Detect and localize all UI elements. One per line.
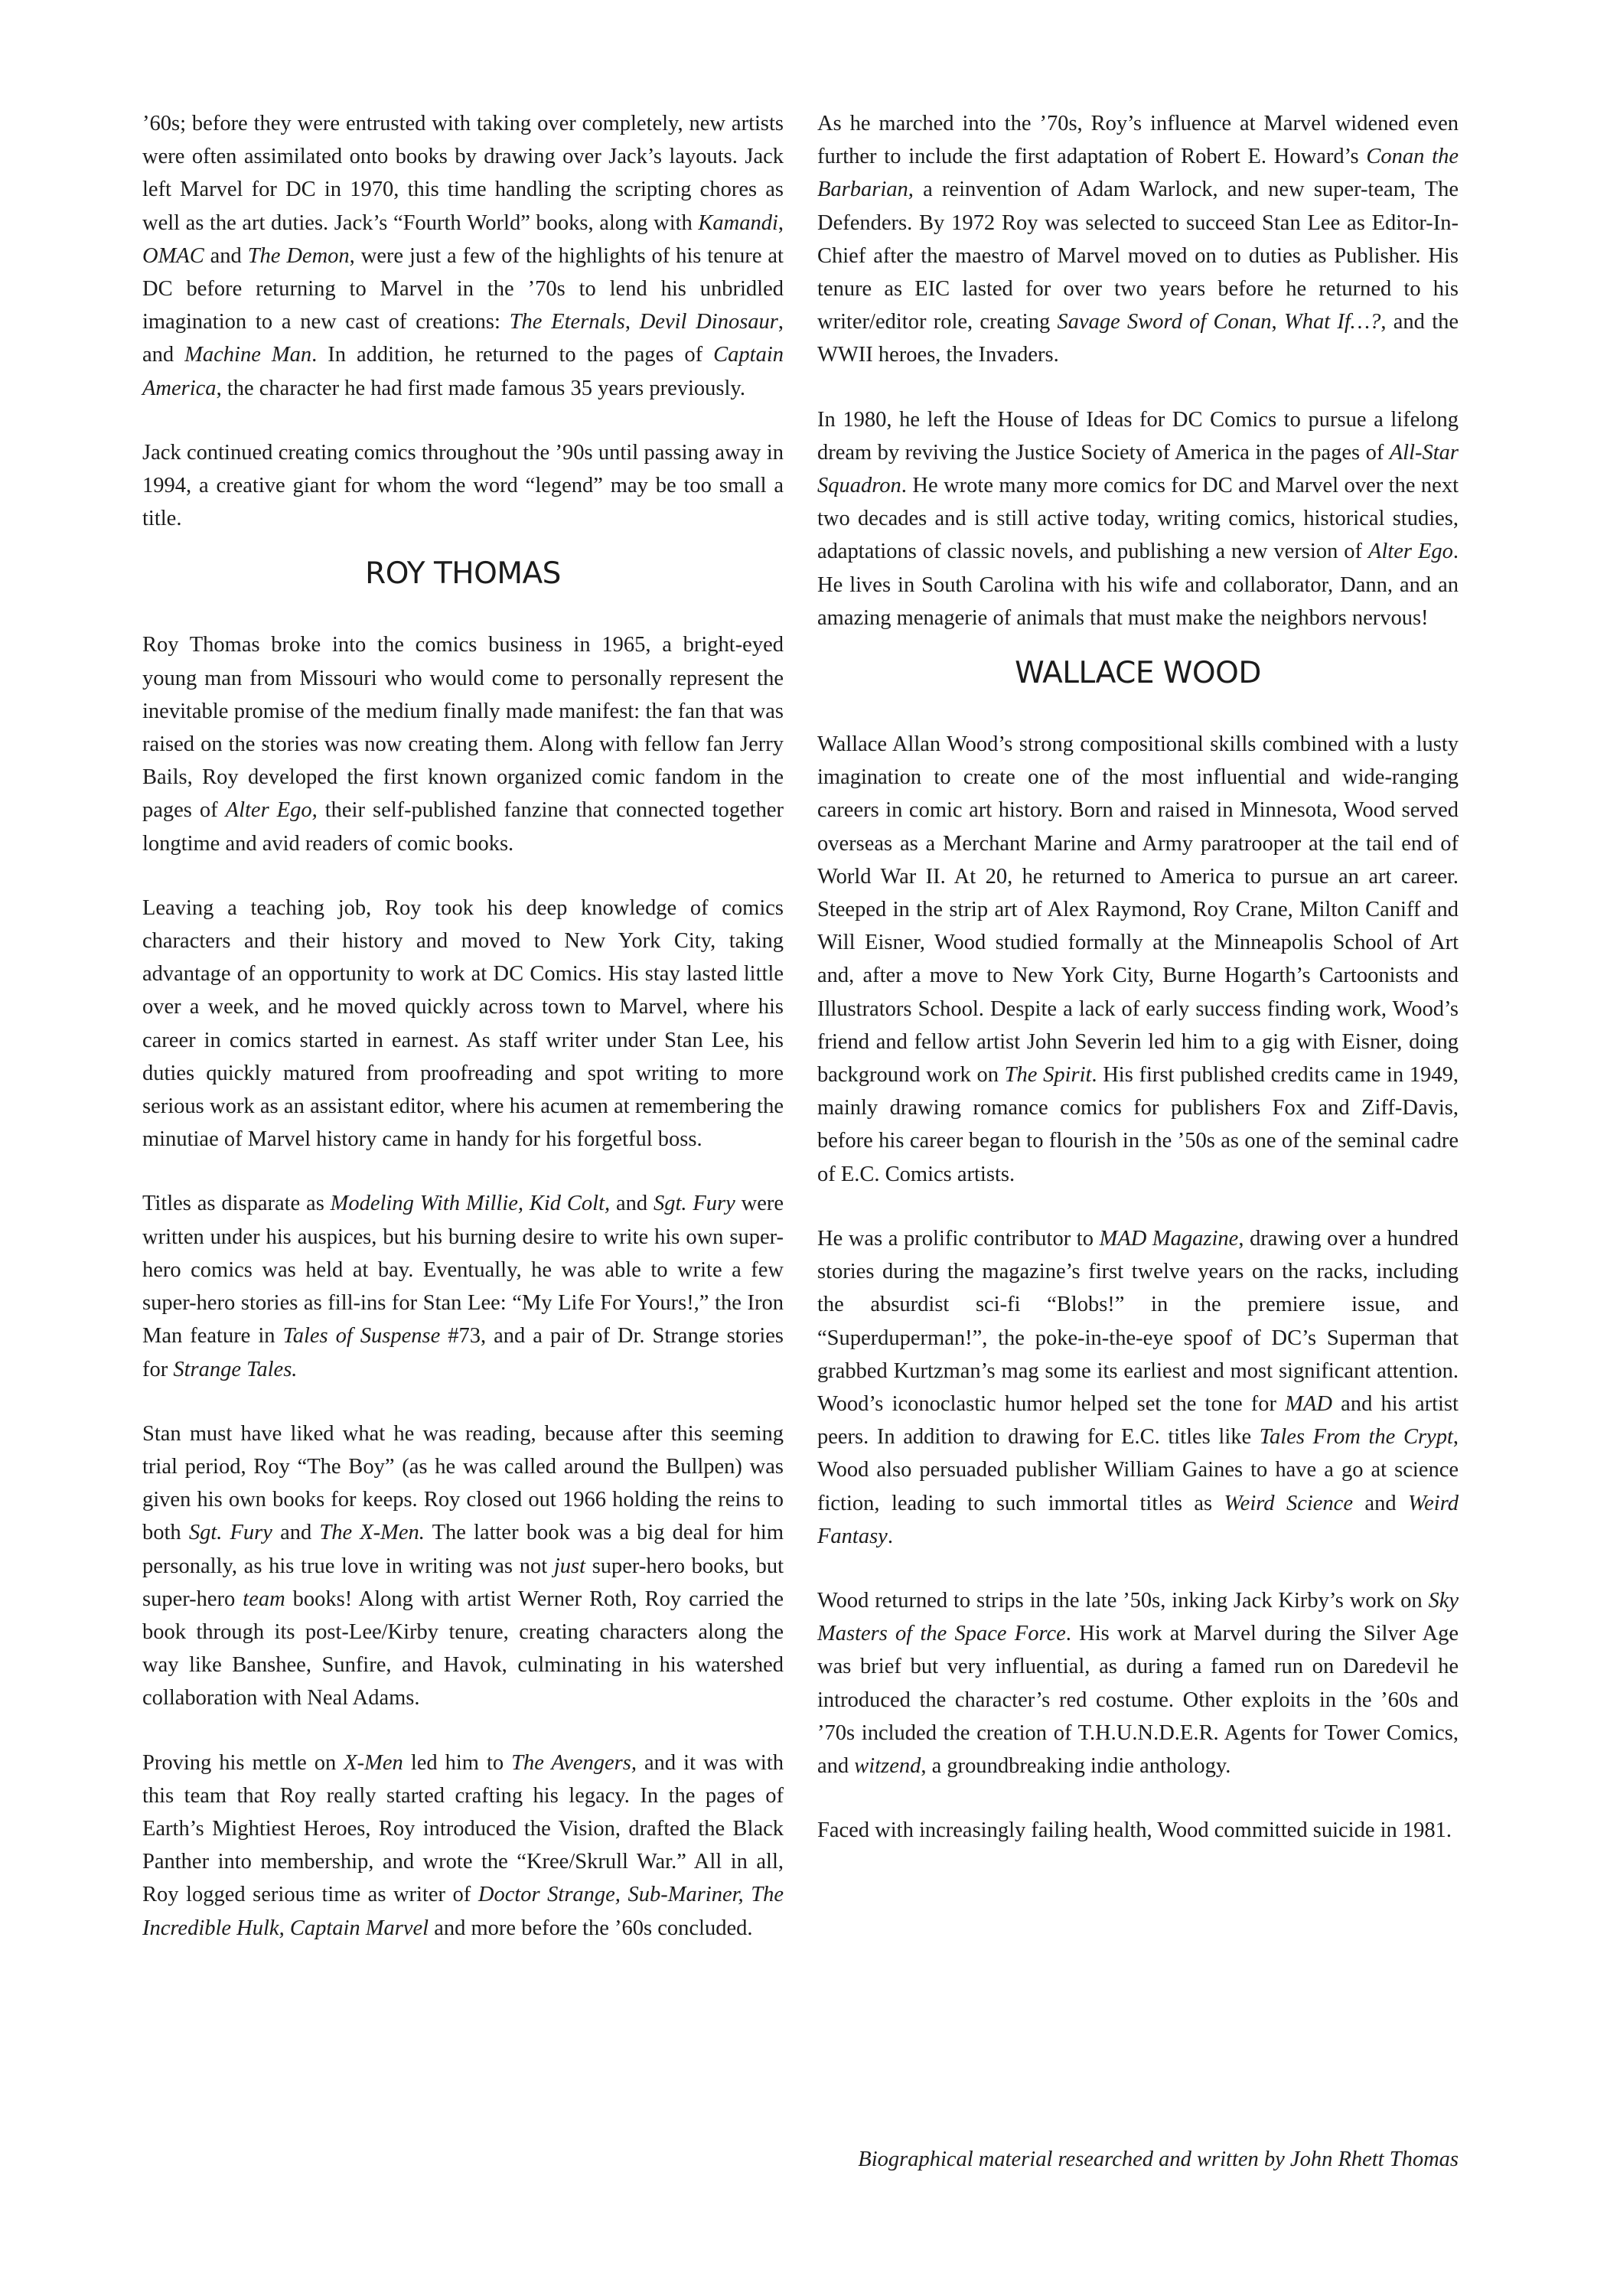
wood-paragraph-1 — [817, 728, 1459, 1191]
text-run: and more before the ’60s concluded. — [429, 1916, 753, 1940]
title-omac: OMAC — [142, 243, 204, 268]
text-run: books! Along with artist Werner Roth, Roy carried the book through its post-Lee/Kirby tenure, creating characters along the way like Banshee, Sunfire, and Havok, culminating in his watershed collaboration with Neal Adams. — [142, 1587, 784, 1711]
text-run: and — [272, 1521, 320, 1545]
title-sgt-fury: Sgt. Fury — [653, 1192, 735, 1216]
text-run: and — [1352, 1491, 1409, 1515]
title-weird-science: Weird Science — [1224, 1491, 1353, 1515]
text-run: , were just a few of the highlights of his tenure at DC before returning to Marvel in the ’70s to lend his unbridled imagination to a new cast of creations: — [142, 243, 784, 334]
kirby-paragraph-2: Jack continued creating comics throughout the ’90s until passing away in 1994, a creative giant for whom the word “legend” may be too small a title. — [142, 440, 784, 531]
roy-paragraph-7 — [817, 403, 1459, 634]
roy-paragraph-3 — [142, 1187, 784, 1385]
title-witzend: witzend — [854, 1753, 921, 1778]
text-run: and — [204, 243, 248, 268]
title-strange-tales: Strange Tales. — [173, 1357, 298, 1381]
text-run: , and — [142, 310, 784, 367]
text-run: led him to — [403, 1750, 512, 1775]
roy-paragraph-4 — [142, 1417, 784, 1715]
title-modeling-with-millie: Modeling With Millie, Kid Colt, — [330, 1192, 611, 1216]
right-column-inner — [817, 107, 1459, 2189]
title-weird-fantasy: Weird Fantasy — [817, 1491, 1459, 1548]
title-tales-of-suspense: Tales of Suspense — [282, 1324, 441, 1349]
wood-paragraph-4: Faced with increasingly failing health, Wood committed suicide in 1981. — [817, 1818, 1452, 1843]
text-run: Titles as disparate as — [142, 1192, 331, 1216]
kirby-paragraph-1 — [142, 107, 784, 405]
text-run: Roy Thomas broke into the comics business in 1965, a bright-eyed young man from Missouri who would come to personally represent the inevitable promise of the medium finally made manifest: the fan that was raised on the stories was now creating them. Along with fellow fan Jerry Bails, Roy developed the first known organized comic fandom in the pages of — [142, 633, 784, 823]
text-run: , — [1271, 310, 1284, 334]
title-the-avengers: The Avengers, — [511, 1750, 637, 1775]
title-mad: MAD — [1285, 1391, 1332, 1416]
roy-paragraph-2: Leaving a teaching job, Roy took his deep knowledge of comics characters and their history and moved to New York City, taking advantage of an opportunity to work at DC Comics. His stay lasted little over a week, and he moved quickly across town to Marvel, where his career in comics started in earnest. As staff writer under Stan Lee, his duties quickly matured from proofreading and spot writing to more serious work as an assistant editor, where his acumen at remembering the minutiae of Marvel history came in handy for his forgetful boss. — [142, 895, 784, 1152]
left-column — [142, 107, 784, 1945]
title-machine-man: Machine Man — [184, 343, 312, 367]
text-run: their self-published fanzine that connected together longtime and avid readers of comic books. — [142, 798, 784, 856]
text-run: super-hero books, but super-hero — [142, 1554, 784, 1611]
text-run: , a groundbreaking indie anthology. — [921, 1753, 1231, 1778]
title-sgt-fury: Sgt. Fury — [188, 1521, 272, 1545]
emphasis-team: team — [243, 1587, 285, 1611]
title-list-doctor-strange-etc: Doctor Strange, Sub-Mariner, The Incredible Hulk, Captain Marvel — [142, 1883, 784, 1940]
text-run: As he marched into the ’70s, Roy’s influence at Marvel widened even further to include the first adaptation of Robert E. Howard’s — [817, 112, 1459, 169]
title-the-spirit: The Spirit — [1004, 1063, 1092, 1088]
title-tales-from-the-crypt: Tales From the Crypt — [1259, 1425, 1453, 1450]
text-run: . — [887, 1524, 893, 1548]
title-the-x-men: The X-Men. — [319, 1521, 425, 1545]
text-run: and — [610, 1192, 654, 1216]
wood-paragraph-3 — [817, 1584, 1459, 1782]
title-captain-america: Captain America — [142, 343, 784, 400]
text-run: Proving his mettle on — [142, 1750, 344, 1775]
text-run: , — [624, 310, 640, 334]
text-run: , and the WWII heroes, the Invaders. — [817, 310, 1459, 367]
title-what-if: What If…? — [1283, 310, 1381, 334]
text-run: Wallace Allan Wood’s strong compositional skills combined with a lusty imagination to create one of the most influential and wide-ranging careers in comic art history. Born and raised in Minnesota, Wood served overseas as a Merchant Marine and Army paratrooper at the tail end of World War II. At 20, he returned to America to pursue an art career. Steeped in the strip art of Alex Raymond, Roy Crane, Milton Caniff and Will Eisner, Wood studied formally at the Minneapolis School of Art and, after a move to New York City, Burne Hogarth’s Cartoonists and Illustrators School. Despite a lack of early success finding work, Wood’s friend and fellow artist John Severin led him to a gig with Eisner, doing background work on — [817, 732, 1459, 1088]
title-devil-dinosaur: Devil Dinosaur — [639, 310, 778, 334]
text-run: Wood returned to strips in the late ’50s, inking Jack Kirby’s work on — [817, 1588, 1429, 1613]
text-run: ’60s; before they were entrusted with taking over completely, new artists were often assimilated onto books by drawing over Jack’s layouts. Jack left Marvel for DC in 1970, this time handling the scripting chores as well as the art duties. Jack’s “Fourth World” books, along with — [142, 112, 784, 235]
text-run: , the character he had first made famous 35 years previously. — [216, 376, 745, 400]
text-run: He was a prolific contributor to — [817, 1226, 1100, 1251]
right-column — [817, 107, 1459, 2189]
title-savage-sword-of-conan: Savage Sword of Conan — [1057, 310, 1272, 334]
title-alter-ego: Alter Ego — [1368, 540, 1453, 564]
title-kamandi: Kamandi — [698, 210, 778, 235]
title-all-star-squadron: All-Star Squadron — [817, 440, 1459, 498]
author-credit: Biographical material researched and written by John Rhett Thomas — [858, 2148, 1459, 2171]
title-the-eternals: The Eternals — [509, 310, 625, 334]
title-the-demon: The Demon — [247, 243, 350, 268]
text-run: . His work at Marvel during the Silver Age was brief but very influential, as during a famed run on Daredevil he introduced the character’s red costume. Other exploits in the ’60s and ’70s included the creation of T.H.U.N.D.E.R. Agents for Tower Comics, and — [817, 1622, 1459, 1778]
roy-paragraph-1 — [142, 628, 784, 859]
section-heading-roy-thomas: ROY THOMAS — [365, 556, 561, 592]
text-run: , Wood also persuaded publisher William Gaines to have a go at science fiction, leading to such immortal titles as — [817, 1425, 1459, 1515]
text-run: , — [777, 210, 784, 235]
text-run: and his artist peers. In addition to drawing for E.C. titles like — [817, 1391, 1459, 1450]
section-heading-wallace-wood: WALLACE WOOD — [1015, 656, 1261, 691]
text-run: and it was with this team that Roy really started crafting his legacy. In the pages of Earth’s Mightiest Heroes, Roy introduced the Vision, drafted the Black Panther into membership, and wrote the “Kree/Skrull War.” All in all, Roy logged serious time as writer of — [142, 1750, 784, 1907]
text-run: , drawing over a hundred stories during the magazine’s first twelve years on the racks, including the absurdist sci-fi “Blobs!” in the premiere issue, and “Superduperman!”, the poke-in-the-eye spoof of DC’s Superman that grabbed Kurtzman’s mag some its earliest and most significant attention. Wood’s iconoclastic humor helped set the tone for — [817, 1226, 1459, 1416]
wood-paragraph-2 — [817, 1222, 1459, 1553]
text-run: were written under his auspices, but his burning desire to write his own super-hero comics was held at bay. Eventually, he was able to write a few super-hero stories as fill-ins for Stan Lee: “My Life For Yours!,” the Iron Man feature in — [142, 1192, 784, 1349]
title-mad-magazine: MAD Magazine — [1099, 1226, 1239, 1251]
roy-paragraph-6 — [817, 107, 1459, 372]
roy-paragraph-5 — [142, 1746, 784, 1945]
text-run: . He lives in South Carolina with his wife and collaborator, Dann, and an amazing menagerie of animals that must make the neighbors nervous! — [817, 540, 1459, 630]
title-sky-masters: Sky Masters of the Space Force — [817, 1588, 1459, 1646]
text-run: #73, and a pair of Dr. Strange stories for — [142, 1324, 784, 1381]
text-run: a reinvention of Adam Warlock, and new super-team, The Defenders. By 1972 Roy was selected to succeed Stan Lee as Editor-In-Chief after the maestro of Marvel moved on to duties as Publisher. His tenure as EIC lasted for over two years before he returned to his writer/editor role, creating — [817, 178, 1459, 334]
text-run: . He wrote many more comics for DC and Marvel over the next two decades and is still active today, writing comics, historical studies, adaptations of classic novels, and publishing a new version of — [817, 474, 1459, 564]
text-run: The latter book was a big deal for him personally, as his true love in writing was not — [142, 1521, 784, 1578]
title-conan-the-barbarian: Conan the Barbarian, — [817, 145, 1459, 202]
text-run: Stan must have liked what he was reading, because after this seeming trial period, Roy “The Boy” (as he was called around the Bullpen) was given his own books for keeps. Roy closed out 1966 holding the reins to both — [142, 1421, 784, 1545]
text-run: . In addition, he returned to the pages of — [311, 343, 714, 367]
text-run: In 1980, he left the House of Ideas for DC Comics to pursue a lifelong dream by reviving the Justice Society of America in the pages of — [817, 407, 1459, 465]
title-alter-ego: Alter Ego, — [225, 798, 318, 823]
text-run: . His first published credits came in 1949, mainly drawing romance comics for publishers Fox and Ziff-Davis, before his career began to flourish in the ’50s as one of the seminal cadre of E.C. Comics artists. — [817, 1063, 1459, 1186]
title-x-men: X-Men — [344, 1750, 403, 1775]
emphasis-just: just — [553, 1554, 585, 1578]
